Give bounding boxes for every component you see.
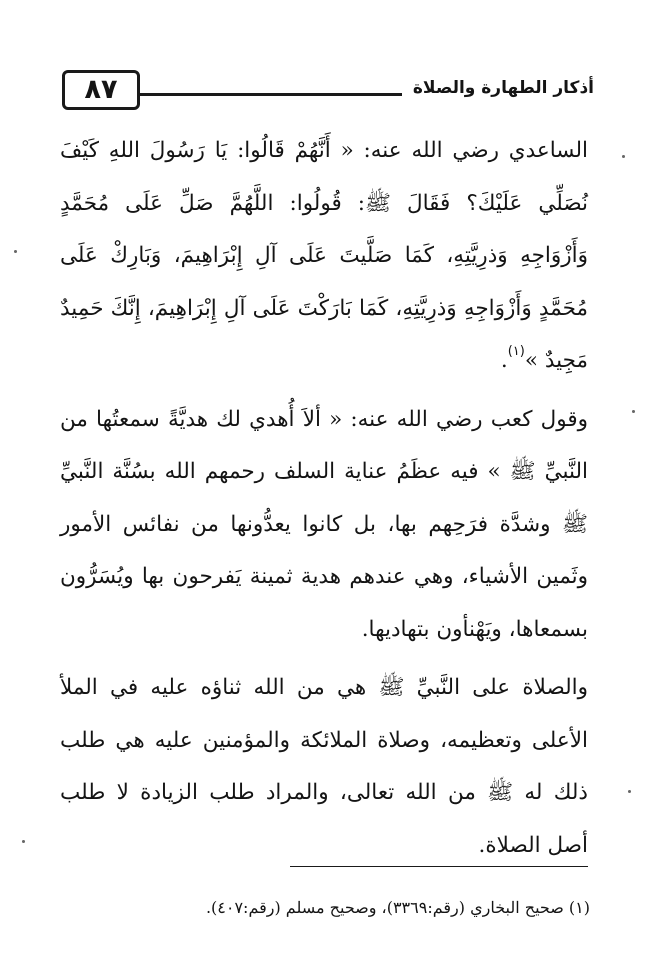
paragraph-end: . [500, 348, 508, 373]
scan-speck [632, 410, 635, 413]
footnote-separator [290, 866, 588, 867]
footnote-reference[interactable]: (١) [507, 344, 525, 359]
paragraph-hadith-continuation [60, 125, 588, 388]
scan-speck [622, 155, 625, 158]
paragraph-text: الساعدي رضي الله عنه: « أَنَّهُمْ قَالُوا: يَا رَسُولَ اللهِ كَيْفَ نُصَلِّي عَلَيْكَ؟ فَقَالَ ﷺ: قُولُوا: اللَّهُمَّ صَلِّ عَلَى مُحَمَّدٍ وَأَزْوَاجِهِ وَذرِيَّتِهِ، كَمَا صَلَّيتَ عَلَى آلِ إِبْرَاهِيمَ، وَبَارِكْ عَلَى مُحَمَّدٍ وَأَزْوَاجِهِ وَذرِيَّتِهِ، كَمَا بَارَكْتَ عَلَى آلِ إِبْرَاهِيمَ، إِنَّكَ حَمِيدٌ مَجِيدٌ » [60, 138, 588, 373]
paragraph-text: والصلاة على النَّبيِّ ﷺ هي من الله ثناؤه عليه في الملأ الأعلى وتعظيمه، وصلاة الملائكة والمؤمنين عليه هي طلب ذلك له ﷺ من الله تعالى، والمراد طلب الزيادة لا طلب أصل الصلاة. [60, 675, 588, 858]
page-number: ٨٧ [62, 70, 140, 110]
paragraph-salah-meaning [60, 662, 588, 872]
scan-speck [22, 840, 25, 843]
body-text [60, 125, 588, 872]
running-header-title: أذكار الطهارة والصلاة [412, 78, 594, 98]
paragraph-text: وقول كعب رضي الله عنه: « ألاَ أُهدي لك هديَّةً سمعتُها من النَّبيِّ ﷺ » فيه عظَمُ عناية السلف رحمهم الله بسُنَّة النَّبيِّ ﷺ وشدَّة فرَحِهم بها، بل كانوا يعدُّونها من نفائس الأمور وثَمين الأشياء، وهي عندهم هدية ثمينة يَفرحون بها ويُسَرُّون بسمعاها، ويَهْنأون بتهاديها. [60, 406, 588, 642]
footnote: (١) صحيح البخاري (رقم:٣٣٦٩)، وصحيح مسلم (رقم:٤٠٧). [205, 898, 590, 917]
scan-speck [14, 250, 17, 253]
paragraph-kaab-commentary [60, 394, 588, 657]
scan-speck [628, 790, 631, 793]
header-rule [140, 93, 402, 96]
